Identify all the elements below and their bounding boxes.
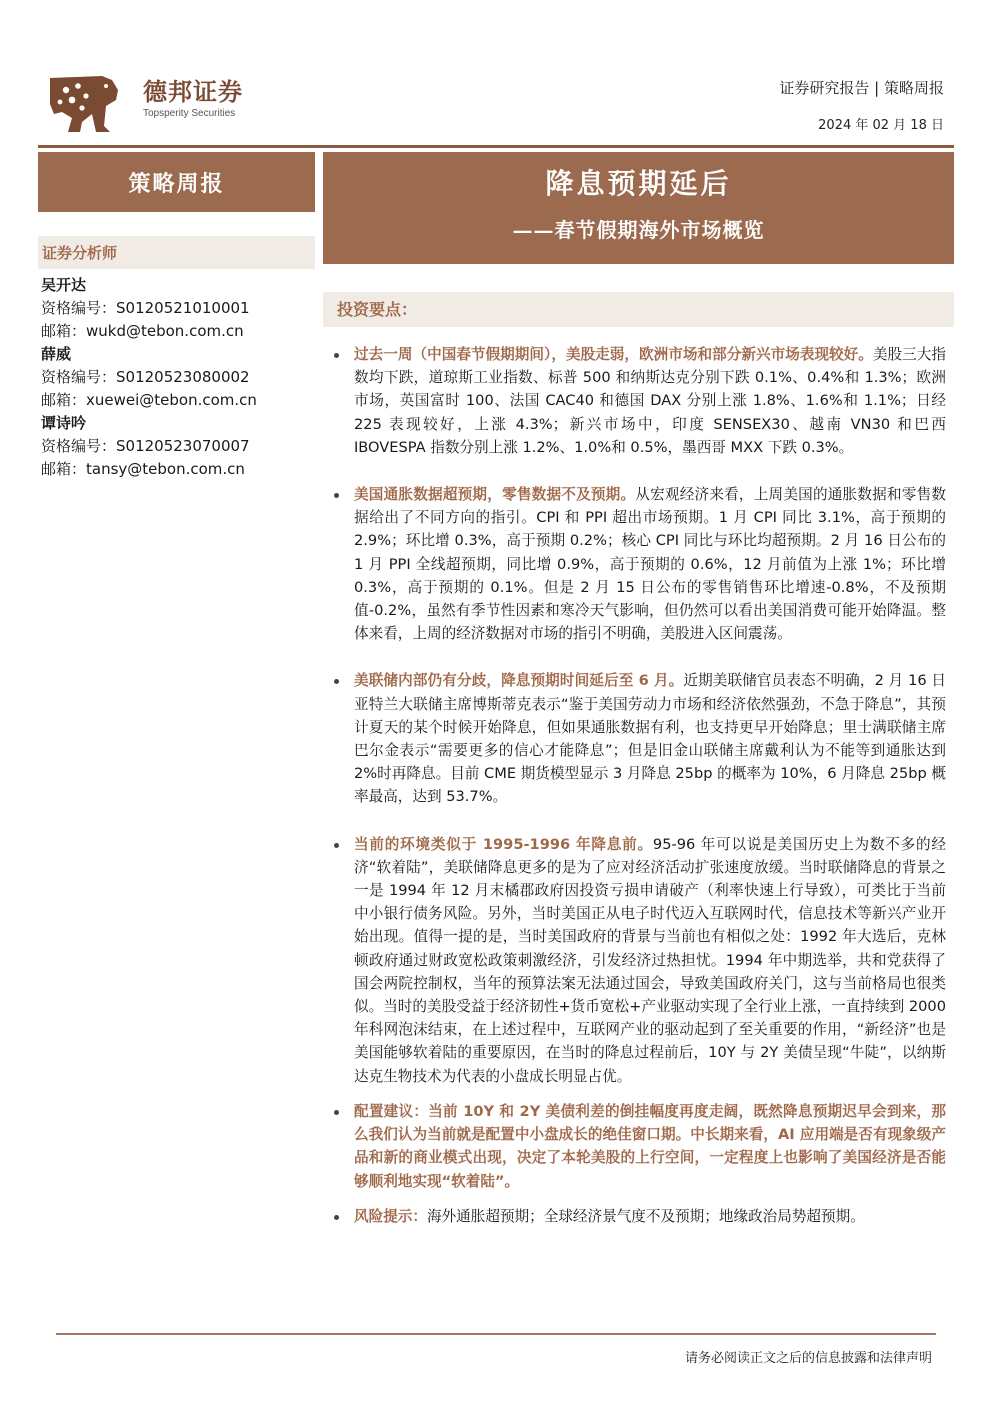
risk-warning: [330, 1205, 946, 1228]
key-point-lead: 美联储内部仍有分歧，降息预期时间延后至 6 月。: [354, 672, 684, 690]
key-point: [330, 669, 946, 808]
brand-name-en: Topsperity Securities: [143, 108, 236, 119]
report-category-label: 策略周报: [128, 170, 225, 197]
report-subtitle: ——春节假期海外市场概览: [512, 218, 765, 242]
key-point-text: [354, 669, 946, 808]
report-date: 2024 年 02 月 18 日: [818, 118, 944, 133]
key-point-text: [354, 483, 946, 645]
bullet-icon: [334, 493, 339, 498]
company-logo: [46, 70, 122, 138]
analyst-cert: 资格编号：S0120521010001: [41, 299, 250, 317]
report-category-banner: [38, 152, 315, 212]
allocation-advice: [330, 1100, 946, 1193]
analyst-cert: 资格编号：S0120523070007: [41, 437, 250, 455]
bullet-icon: [334, 843, 339, 848]
report-type: 证券研究报告 | 策略周报: [779, 79, 944, 97]
key-point-body: 海外通胀超预期；全球经济景气度不及预期；地缘政治局势超预期。: [426, 1207, 865, 1225]
analyst-name: 薛威: [41, 345, 72, 363]
key-points-list: [330, 343, 946, 1252]
key-point: [330, 833, 946, 1088]
key-point-body: 美股三大指数均下跌，道琼斯工业指数、标普 500 和纳斯达克分别下跌 0.1%、0.4%和 1.3%；欧洲市场，英国富时 100、法国 CAC40 和德国 DAX 分别上涨 1.8%、1.6%和 1.1%；日经 225 表现较好，上涨 4.3%；新兴市场中，印度 SENSEX30、越南 VN30 和巴西 IBOVESPA 指数分别上涨 1.2%、1.0%和 0.5%，墨西哥 MXX 下跌 0.3%。: [354, 346, 946, 456]
key-point-lead: 当前的环境类似于 1995-1996 年降息前。: [354, 835, 653, 853]
analyst-name: 谭诗吟: [41, 414, 87, 432]
header-divider: [38, 145, 954, 148]
brand: [143, 78, 243, 120]
analyst-cert: 资格编号：S0120523080002: [41, 368, 250, 386]
disclaimer-note: 请务必阅读正文之后的信息披露和法律声明: [684, 1351, 932, 1366]
analyst-section-header: 证券分析师: [38, 236, 315, 269]
key-point-text: [354, 1100, 946, 1193]
brand-name-cn: 德邦证券: [143, 77, 243, 106]
footer-divider: [56, 1333, 936, 1335]
key-point-lead: 风险提示：: [354, 1207, 427, 1225]
bullet-icon: [334, 679, 339, 684]
bullet-icon: [334, 1215, 339, 1220]
analyst-email: 邮箱：xuewei@tebon.com.cn: [41, 391, 257, 409]
title-banner: [323, 152, 954, 264]
analyst-email: 邮箱：wukd@tebon.com.cn: [41, 322, 244, 340]
key-point-body: 近期美联储官员表态不明确，2 月 16 日亚特兰大联储主席博斯蒂克表示“鉴于美国劳动力市场和经济依然强劲，不急于降息”，其预计夏天的某个时候开始降息，但如果通胀数据有利，也支持更早开始降息；里士满联储主席巴尔金表示“需要更多的信心才能降息”；但是旧金山联储主席戴利认为不能等到通胀达到 2%时再降息。目前 CME 期货模型显示 3 月降息 25bp 的概率为 10%，6 月降息 25bp 概率最高，达到 53.7%。: [354, 672, 946, 806]
key-point-lead: 过去一周（中国春节假期期间），美股走弱，欧洲市场和部分新兴市场表现较好。: [354, 346, 873, 363]
key-point-text: [354, 343, 946, 459]
bullet-icon: [334, 1110, 339, 1115]
key-point-body: 95-96 年可以说是美国历史上为数不多的经济“软着陆”，美联储降息更多的是为了应对经济活动扩张速度放缓。当时联储降息的背景之一是 1994 年 12 月末橘郡政府因投资亏损申请破产（利率快速上行导致），可类比于当前中小银行债务风险。另外，当时美国正从电子时代迈入互联网时代，信息技术等新兴产业开始出现。值得一提的是，当时美国政府的背景与当前也有相似之处：1992 年大选后，克林顿政府通过财政宽松政策刺激经济，引发经济过热担忧。1994 年中期选举，共和党获得了国会两院控制权，当年的预算法案无法通过国会，导致美国政府关门，这与当前格局也很类似。当时的美股受益于经济韧性+货币宽松+产业驱动实现了全行业上涨，一直持续到 2000 年科网泡沫结束，在上述过程中，互联网产业的驱动起到了至关重要的作用，“新经济”也是美国能够软着陆的重要原因，在当时的降息过程前后，10Y 与 2Y 美债呈现“牛陡”，以纳斯达克生物技术为代表的小盘成长明显占优。: [354, 835, 946, 1085]
key-point-text: [354, 1205, 946, 1228]
report-title: 降息预期延后: [545, 167, 732, 200]
bullet-icon: [334, 353, 339, 358]
key-points-header: 投资要点：: [323, 292, 954, 327]
key-point-lead: 美国通胀数据超预期，零售数据不及预期。: [354, 486, 636, 504]
key-point-text: [354, 833, 946, 1088]
key-point-lead: 配置建议：当前 10Y 和 2Y 美债利差的倒挂幅度再度走阔，既然降息预期迟早会到来，那么我们认为当前就是配置中小盘成长的绝佳窗口期。中长期来看，AI 应用端是否有现象级产品和新的商业模式出现，决定了本轮美股的上行空间，一定程度上也影响了美国经济是否能够顺利地实现“软着陆”。: [354, 1102, 946, 1190]
key-point-body: 从宏观经济来看，上周美国的通胀数据和零售数据给出了不同方向的指引。CPI 和 PPI 超出市场预期。1 月 CPI 同比 3.1%，高于预期的 2.9%；环比增 0.3%，高于预期 0.2%；核心 CPI 同比与环比均超预期。2 月 16 日公布的 1 月 PPI 全线超预期，同比增 0.9%，高于预期的 0.6%，12 月前值为上涨 1%；环比增 0.3%，高于预期的 0.1%。但是 2 月 15 日公布的零售销售环比增速-0.8%，不及预期值-0.2%，虽然有季节性因素和寒冷天气影响，但仍然可以看出美国消费可能开始降温。整体来看，上周的经济数据对市场的指引不明确，美股进入区间震荡。: [354, 486, 946, 643]
key-point: [330, 483, 946, 645]
analyst-email: 邮箱：tansy@tebon.com.cn: [41, 460, 245, 478]
analyst-list: [41, 274, 315, 481]
key-point: [330, 343, 946, 459]
analyst-name: 吴开达: [41, 276, 87, 294]
